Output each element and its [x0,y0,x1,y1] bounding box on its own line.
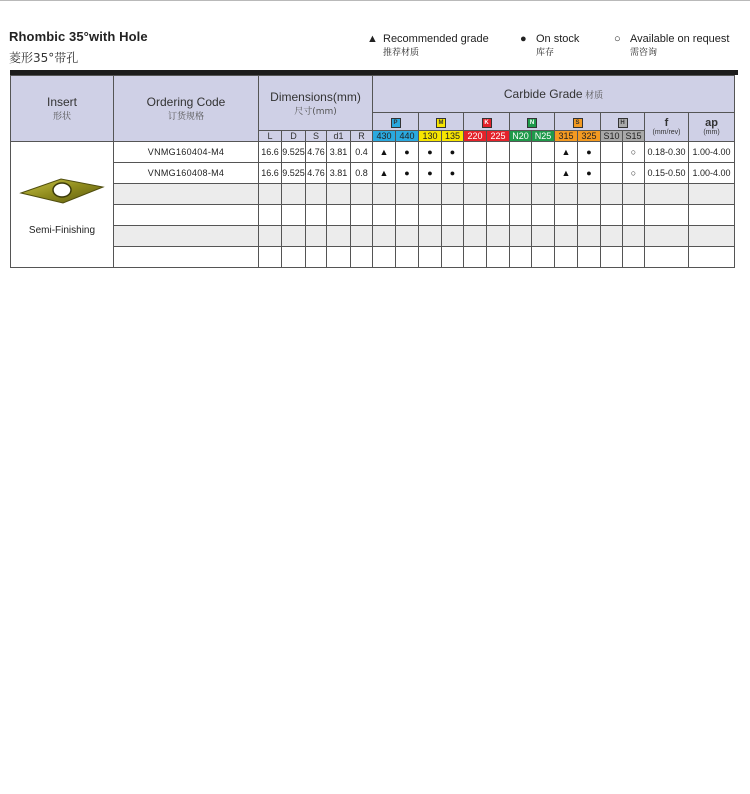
grade-mark: ○ [623,142,645,163]
grade-mark [510,142,532,163]
grade-220: 220 [464,131,487,142]
ap-header-unit: (mm) [703,129,720,136]
carbide-header [373,76,735,113]
empty-row [11,184,735,205]
grade-mark [601,163,623,184]
group-m-badge: M [436,118,446,128]
grade-315: 315 [555,131,578,142]
grade-mark: ● [442,142,464,163]
grade-mark: ● [396,142,419,163]
grade-mark: ▲ [555,163,578,184]
dim-col-l: L [259,131,282,142]
feed-range: 0.15-0.50 [645,163,689,184]
top-divider [0,0,750,1]
insert-header-label-cn: 形状 [52,112,71,122]
ordering-code: VNMG160404-M4 [114,142,259,163]
group-h-badge: H [618,118,628,128]
insert-cell [11,142,114,268]
grade-mark: ● [396,163,419,184]
group-p [373,113,419,131]
grade-n25: N25 [532,131,555,142]
group-k [464,113,510,131]
f-header-label: f [664,117,669,129]
ordering-header [114,76,259,142]
dim-r: 0.8 [351,163,373,184]
group-n-badge: N [527,118,537,128]
dimensions-header-label: Dimensions(mm) [270,89,361,104]
ap-header [689,113,735,142]
legend-label-cn: 库存 [536,48,555,58]
group-n [510,113,555,131]
grade-mark [532,142,555,163]
grade-mark: ● [442,163,464,184]
group-h [601,113,645,131]
insert-header-label: Insert [46,95,77,109]
grade-mark: ● [419,142,442,163]
page-title: Rhombic 35°with Hole [9,29,148,44]
empty-row [11,226,735,247]
empty-row [11,247,735,268]
grade-430: 430 [373,131,396,142]
f-header [645,113,689,142]
ordering-header-label: Ordering Code [146,95,226,109]
legend-label-cn: 需咨询 [630,48,658,58]
product-table [10,75,735,268]
group-s-badge: S [573,118,583,128]
ap-header-label: ap [705,117,718,129]
grade-440: 440 [396,131,419,142]
grade-130: 130 [419,131,442,142]
grade-s15: S15 [623,131,645,142]
insert-category-label: Semi-Finishing [28,225,96,236]
legend-label: On stock [536,33,580,45]
open-circle-icon: ○ [614,33,621,45]
page-subtitle: 菱形35°带孔 [9,51,79,65]
group-k-badge: K [482,118,492,128]
dim-s: 4.76 [306,142,327,163]
group-p-badge: P [391,118,401,128]
dim-s: 4.76 [306,163,327,184]
legend-label-cn: 推荐材质 [383,48,420,58]
triangle-icon: ▲ [367,33,378,45]
grade-325: 325 [578,131,601,142]
carbide-header-label: Carbide Grade [503,87,583,101]
grade-s10: S10 [601,131,623,142]
group-m [419,113,464,131]
dim-d: 9.525 [282,142,306,163]
grade-mark [510,163,532,184]
legend-label: Available on request [630,33,730,45]
grade-225: 225 [487,131,510,142]
grade-mark: ● [419,163,442,184]
dim-d1: 3.81 [327,142,351,163]
carbide-header-label-cn: 材质 [585,91,604,101]
grade-mark: ○ [623,163,645,184]
ordering-header-label-cn: 订货规格 [167,112,204,122]
dim-d1: 3.81 [327,163,351,184]
grade-mark: ● [578,163,601,184]
f-header-unit: (mm/rev) [652,129,681,136]
dimensions-header [259,76,373,131]
dim-l: 16.6 [259,163,282,184]
grade-mark [487,163,510,184]
dim-col-s: S [306,131,327,142]
grade-mark: ▲ [373,142,396,163]
group-s [555,113,601,131]
table-row [11,163,735,184]
depth-range: 1.00-4.00 [689,163,735,184]
rhombic-insert-icon [19,173,105,209]
grade-mark [487,142,510,163]
grade-mark [464,163,487,184]
grade-mark: ▲ [373,163,396,184]
grade-mark: ▲ [555,142,578,163]
grade-n20: N20 [510,131,532,142]
empty-row [11,205,735,226]
dimensions-header-label-cn: 尺寸(mm) [294,106,337,117]
dim-l: 16.6 [259,142,282,163]
dim-r: 0.4 [351,142,373,163]
dim-col-r: R [351,131,373,142]
grade-mark [464,142,487,163]
dim-d: 9.525 [282,163,306,184]
dim-col-d: D [282,131,306,142]
filled-circle-icon: ● [520,33,527,45]
insert-header [11,76,114,142]
table-row [11,142,735,163]
grade-mark [532,163,555,184]
grade-mark: ● [578,142,601,163]
grade-mark [601,142,623,163]
dim-col-d1: d1 [327,131,351,142]
ordering-code: VNMG160408-M4 [114,163,259,184]
legend-label: Recommended grade [383,33,489,45]
feed-range: 0.18-0.30 [645,142,689,163]
depth-range: 1.00-4.00 [689,142,735,163]
grade-135: 135 [442,131,464,142]
